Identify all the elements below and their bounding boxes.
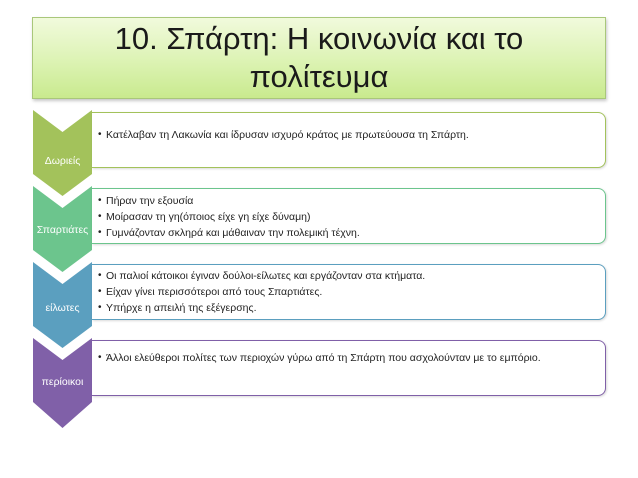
group-label-spartiates: Σπαρτιάτες — [36, 224, 89, 236]
chevron-spartiates — [33, 186, 92, 272]
card-perioikoi — [92, 340, 606, 396]
bullet-item: • Κατέλαβαν τη Λακωνία και ίδρυσαν ισχυρό κράτος με πρωτεύουσα τη Σπάρτη. — [98, 127, 595, 143]
bullet-item: • Υπήρχε η απειλή της εξέγερσης. — [98, 300, 595, 316]
slide-title-line1: 10. Σπάρτη: Η κοινωνία και το — [114, 21, 524, 56]
group-label-perioikoi: περίοικοι — [41, 376, 84, 388]
chevron-perioikoi — [33, 338, 92, 428]
bullet-list-eilotes — [98, 268, 595, 316]
bullet-item: • Είχαν γίνει περισσότεροι από τους Σπαρτιάτες. — [98, 284, 595, 300]
bullet-item: • Άλλοι ελεύθεροι πολίτες των περιοχών γύρω από τη Σπάρτη που ασχολούνταν με το εμπόριο. — [98, 350, 595, 366]
bullet-item: • Πήραν την εξουσία — [98, 193, 595, 209]
bullet-item: • Γυμνάζονταν σκληρά και μάθαιναν την πολεμική τέχνη. — [98, 225, 595, 241]
bullet-item: • Μοίρασαν τη γη(όποιος είχε γη είχε δύναμη) — [98, 209, 595, 225]
chevron-eilotes — [33, 262, 92, 348]
title-box — [32, 17, 606, 99]
bullet-list-spartiates — [98, 193, 595, 241]
slide-title-line2: πολίτευμα — [249, 59, 389, 94]
chevron-dorieis — [33, 110, 92, 196]
chevron-dorieis-shape — [33, 110, 92, 196]
group-label-dorieis: Δωριείς — [44, 155, 81, 167]
card-dorieis — [92, 112, 606, 168]
bullet-list-dorieis — [98, 127, 595, 143]
bullet-list-perioikoi — [98, 350, 595, 366]
card-eilotes — [92, 264, 606, 320]
group-label-eilotes: είλωτες — [45, 302, 80, 314]
bullet-item: • Οι παλιοί κάτοικοι έγιναν δούλοι-είλωτες και εργάζονταν στα κτήματα. — [98, 268, 595, 284]
card-spartiates — [92, 188, 606, 244]
